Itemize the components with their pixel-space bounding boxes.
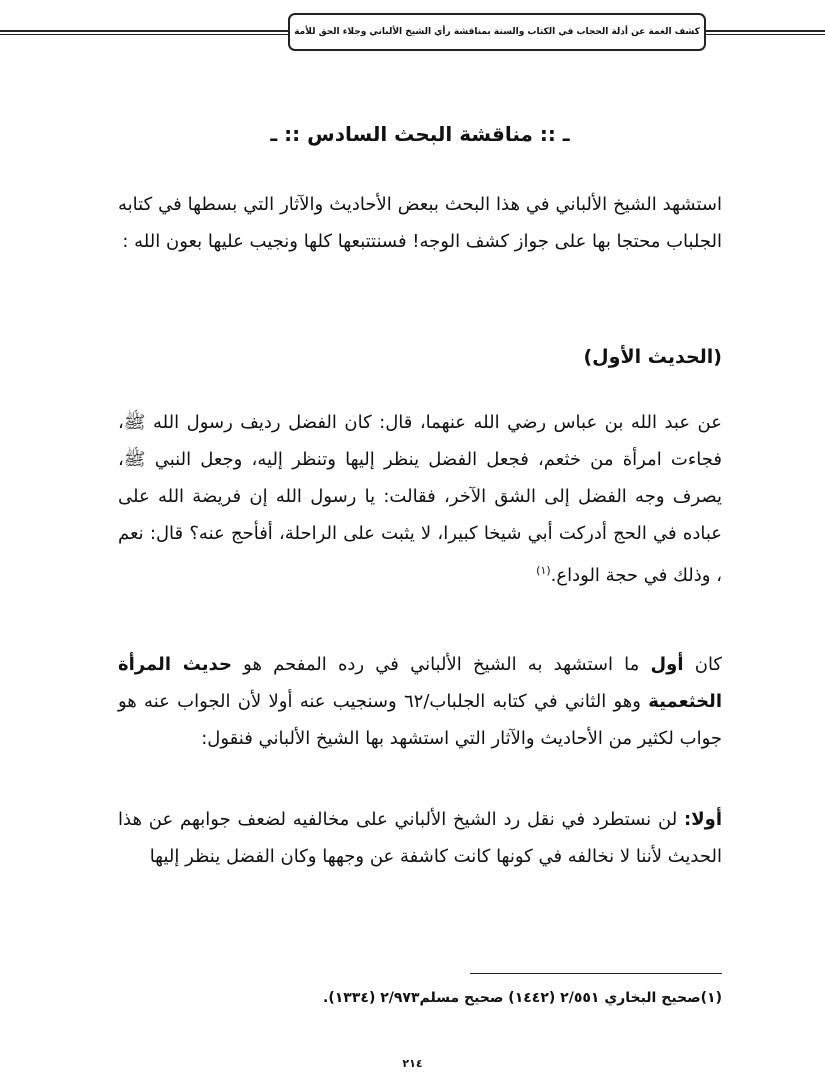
hadith-block [118,404,722,594]
footnote: (١)صحيح البخاري ٢/٥٥١ (١٤٤٢) صحيح مسلم٢/٩٧٣ (١٣٣٤). [323,990,722,1006]
hadith-heading: (الحديث الأول) [583,346,722,368]
first-point-block [118,801,722,875]
intro-paragraph: استشهد الشيخ الألباني في هذا البحث ببعض الأحاديث والآثار التي بسطها في كتابه الجلباب محتجا بها على جواز كشف الوجه! فسنتتبعها كلها ونجيب عليها بعون الله : [118,194,722,252]
hadith-text: عن عبد الله بن عباس رضي الله عنهما، قال: كان الفضل رديف رسول الله ﷺ، فجاءت امرأة من خثعم، فجعل الفضل ينظر إليها وتنظر إليه، وجعل النبي ﷺ، يصرف وجه الفضل إلى الشق الآخر، فقالت: يا رسول الله إن فريضة الله على عباده في الحج أدركت أبي شيخا كبيرا، لا يثبت على الراحلة، أفأحج عنه؟ قال: نعم ، وذلك في حجة الوداع. [118,412,722,586]
header-rule-left [0,30,288,35]
discussion-paragraph [118,646,722,757]
discussion-text: ما استشهد به الشيخ الألباني في رده المفحم هو [231,654,651,675]
page-number: ٢١٤ [402,1057,423,1070]
discussion-emphasis-first: أول [650,654,684,675]
section-title: ـ :: مناقشة البحث السادس :: ـ [270,122,570,146]
intro-block [118,186,722,260]
first-point-text: لن نستطرد في نقل رد الشيخ الألباني على مخالفيه لضعف جوابهم عن هذا الحديث لأننا لا نخالفه في كونها كانت كاشفة عن وجهها وكان الفضل ينظر إليها [118,809,722,867]
first-point-label: أولا: [684,809,722,830]
footnote-divider [470,973,722,974]
discussion-emphasis-hadith-name: حديث المرأة الخثعمية [118,654,722,712]
running-header-title: كشف الغمة عن أدلة الحجاب في الكتاب والسنة بمناقشة رأي الشيخ الألباني وجلاء الحق للأمة [294,27,700,37]
first-point-paragraph [118,801,722,875]
hadith-paragraph [118,404,722,594]
discussion-block [118,646,722,757]
running-header [288,13,706,51]
discussion-text: وهو الثاني في كتابه الجلباب/٦٢ وسنجيب عنه أولا لأن الجواب عنه هو جواب لكثير من الأحاديث والآثار التي استشهد بها الشيخ الألباني فنقول: [118,691,722,749]
header-rule-right [706,30,825,35]
discussion-text: كان [683,654,722,675]
hadith-heading-block [118,339,722,376]
footnote-ref: (١) [536,564,551,577]
